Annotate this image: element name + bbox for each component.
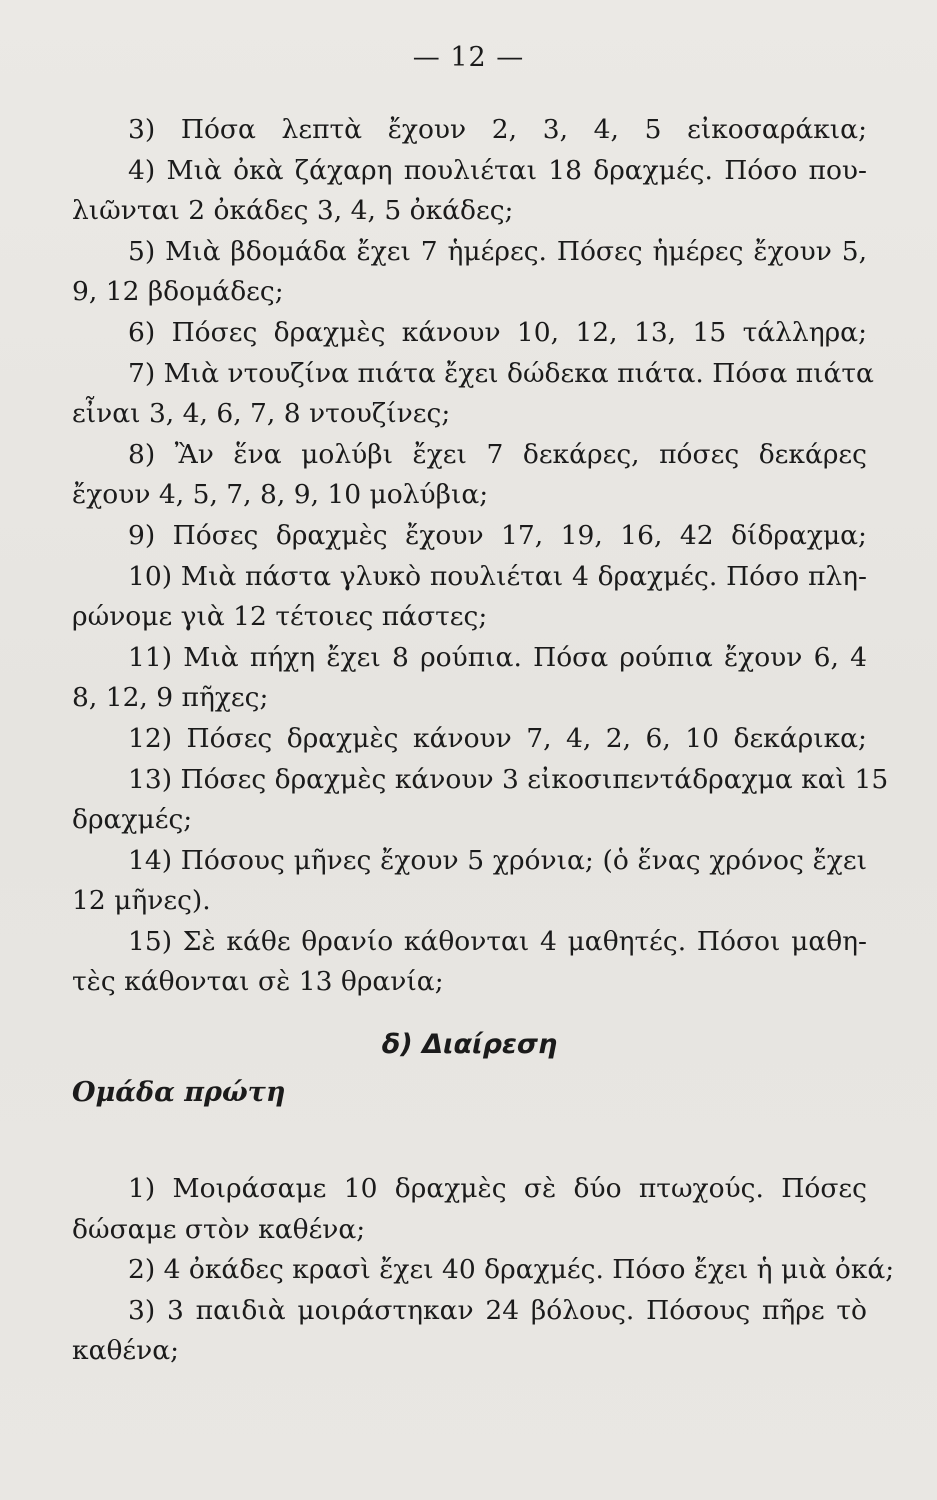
text-line: 10) Μιὰ πάστα γλυκὸ πουλιέται 4 δραχμές. Πόσο πλη- (128, 560, 867, 592)
text-line: καθένα; (72, 1335, 180, 1367)
body-text (72, 110, 895, 1372)
text-line: 8, 12, 9 πῆχες; (72, 682, 269, 714)
text-line: 9, 12 βδομάδες; (72, 276, 284, 308)
text-line: 8) Ἂν ἕνα μολύβι ἔχει 7 δεκάρες, πόσες δεκάρες (128, 438, 867, 470)
text-line: 14) Πόσους μῆνες ἔχουν 5 χρόνια; (ὁ ἕνας χρόνος ἔχει (128, 844, 867, 876)
text-line: 5) Μιὰ βδομάδα ἔχει 7 ἡμέρες. Πόσες ἡμέρες ἔχουν 5, (128, 235, 867, 267)
text-line: 11) Μιὰ πήχη ἔχει 8 ρούπια. Πόσα ρούπια ἔχουν 6, 4 (128, 641, 867, 673)
text-line: ρώνομε γιὰ 12 τέτοιες πάστες; (72, 601, 488, 633)
text-line: 12) Πόσες δραχμὲς κάνουν 7, 4, 2, 6, 10 δεκάρικα; (128, 722, 867, 754)
page-number: — 12 — (412, 42, 525, 73)
text-line: λιῶνται 2 ὀκάδες 3, 4, 5 ὀκάδες; (72, 195, 514, 227)
text-line: 4) Μιὰ ὀκὰ ζάχαρη πουλιέται 18 δραχμές. Πόσο που- (128, 154, 867, 186)
text-line: 3) 3 παιδιὰ μοιράστηκαν 24 βόλους. Πόσους πῆρε τὸ (128, 1294, 867, 1326)
text-line: 15) Σὲ κάθε θρανίο κάθονται 4 μαθητές. Πόσοι μαθη- (128, 925, 867, 957)
text-line: δώσαμε στὸν καθένα; (72, 1213, 366, 1245)
text-line: 6) Πόσες δραχμὲς κάνουν 10, 12, 13, 15 τάλληρα; (128, 316, 867, 348)
subheading: Ομάδα πρώτη (72, 1077, 286, 1109)
text-line: τὲς κάθονται σὲ 13 θρανία; (72, 966, 444, 998)
text-line: 2) 4 ὀκάδες κρασὶ ἔχει 40 δραχμές. Πόσο ἔχει ἡ μιὰ ὀκά; (128, 1254, 895, 1286)
text-line: 12 μῆνες). (72, 885, 211, 917)
text-line: 13) Πόσες δραχμὲς κάνουν 3 εἰκοσιπεντάδραχμα καὶ 15 (128, 763, 889, 795)
text-line: 3) Πόσα λεπτὰ ἔχουν 2, 3, 4, 5 εἰκοσαράκια; (128, 114, 867, 145)
text-line: ἔχουν 4, 5, 7, 8, 9, 10 μολύβια; (72, 479, 489, 511)
text-line: δραχμές; (72, 804, 193, 836)
section-heading: δ) Διαίρεση (381, 1029, 558, 1061)
text-line: 7) Μιὰ ντουζίνα πιάτα ἔχει δώδεκα πιάτα. Πόσα πιάτα (128, 357, 874, 389)
text-line: εἶναι 3, 4, 6, 7, 8 ντουζίνες; (72, 398, 451, 430)
text-line: 9) Πόσες δραχμὲς ἔχουν 17, 19, 16, 42 δίδραχμα; (128, 519, 867, 551)
text-line: 1) Μοιράσαμε 10 δραχμὲς σὲ δύο πτωχούς. Πόσες (128, 1173, 867, 1205)
